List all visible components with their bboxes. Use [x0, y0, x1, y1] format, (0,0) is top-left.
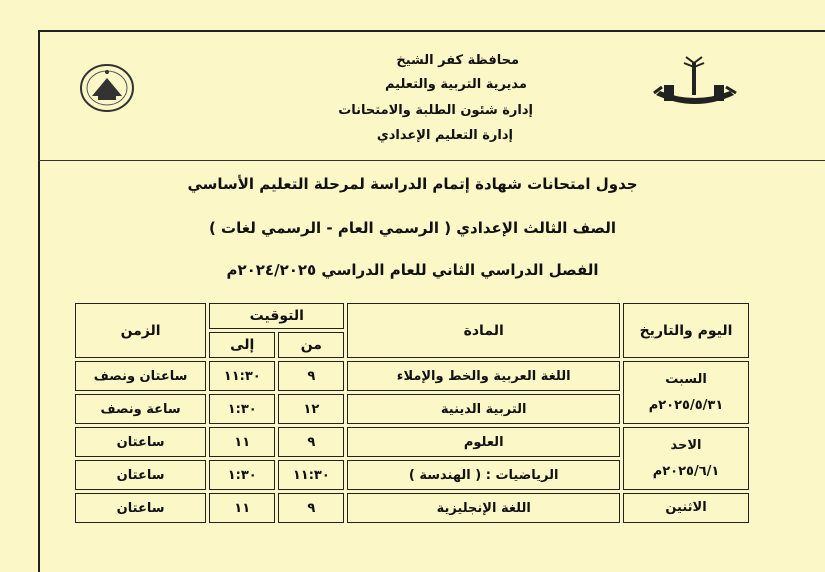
duration-cell: ساعتان: [75, 460, 206, 490]
header-duration: الزمن: [75, 303, 206, 358]
day-name: الاثنين: [665, 500, 707, 515]
table-row: [75, 361, 749, 391]
day-cell: [623, 493, 749, 523]
term-title: الفصل الدراسي الثاني للعام الدراسي ٢٠٢٤/٢٠٢٥م: [226, 261, 599, 279]
table-row: [75, 493, 749, 523]
duration-cell: ساعتان ونصف: [75, 361, 206, 391]
from-cell: ٩: [278, 361, 344, 391]
affairs-department: إدارة شئون الطلبة والامتحانات: [338, 103, 533, 118]
duration-cell: ساعتان: [75, 493, 206, 523]
header-to: إلى: [209, 332, 275, 358]
directorate-name: مديرية التربية والتعليم: [384, 77, 527, 92]
day-cell: [623, 361, 749, 424]
header-divider: [38, 160, 825, 161]
table-row: [75, 427, 749, 457]
ministry-seal-icon: [78, 62, 136, 114]
day-date: ٢٠٢٥/٦/١م: [652, 463, 720, 479]
exam-schedule-table: [72, 300, 752, 526]
day-cell: [623, 427, 749, 490]
grade-title: الصف الثالث الإعدادي ( الرسمي العام - الرسمي لغات ): [208, 219, 617, 237]
header-from: من: [278, 332, 344, 358]
duration-cell: ساعتان: [75, 427, 206, 457]
from-cell: ١١:٣٠: [278, 460, 344, 490]
from-cell: ٩: [278, 493, 344, 523]
duration-cell: ساعة ونصف: [75, 394, 206, 424]
to-cell: ١١: [209, 427, 275, 457]
header-timing: التوقيت: [209, 303, 344, 329]
subject-cell: التربية الدينية: [347, 394, 620, 424]
day-name: الاحد: [670, 437, 702, 453]
subject-cell: العلوم: [347, 427, 620, 457]
header-subject: المادة: [347, 303, 620, 358]
to-cell: ١:٣٠: [209, 460, 275, 490]
subject-cell: الرياضيات : ( الهندسة ): [347, 460, 620, 490]
day-name: السبت: [665, 371, 707, 387]
subject-cell: اللغة الإنجليزية: [347, 493, 620, 523]
header-day-date: اليوم والتاريخ: [623, 303, 749, 358]
to-cell: ١١: [209, 493, 275, 523]
from-cell: ١٢: [278, 394, 344, 424]
to-cell: ١:٣٠: [209, 394, 275, 424]
from-cell: ٩: [278, 427, 344, 457]
governorate-logo-icon: [650, 55, 740, 120]
subject-cell: اللغة العربية والخط والإملاء: [347, 361, 620, 391]
day-date: ٢٠٢٥/٥/٣١م: [648, 397, 724, 413]
governorate-name: محافظة كفر الشيخ: [396, 53, 519, 68]
schedule-title: جدول امتحانات شهادة إتمام الدراسة لمرحلة التعليم الأساسي: [187, 175, 638, 193]
education-department: إدارة التعليم الإعدادي: [376, 128, 513, 143]
to-cell: ١١:٣٠: [209, 361, 275, 391]
